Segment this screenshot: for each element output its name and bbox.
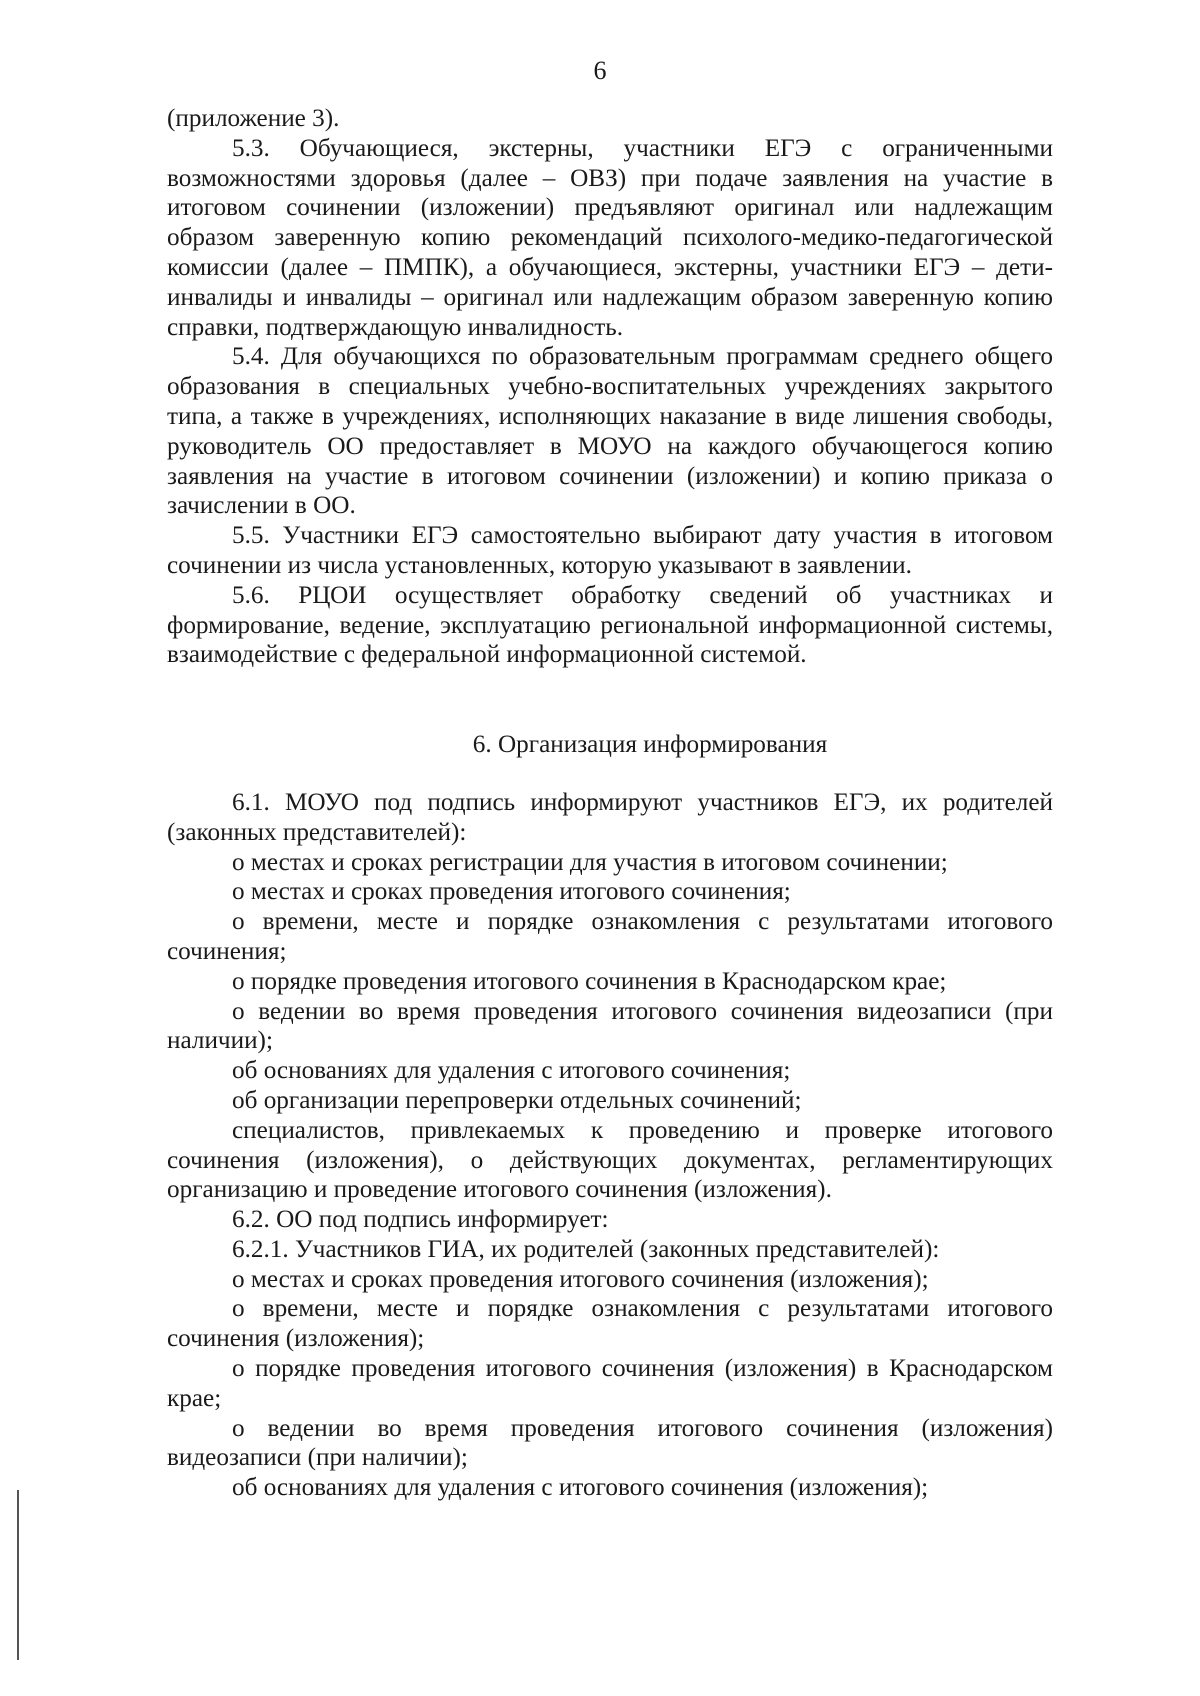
- page-number: 6: [593, 56, 607, 85]
- list-item: об основаниях для удаления с итогового сочинения (изложения);: [232, 1474, 929, 1502]
- list-item: специалистов, привлекаемых к проведению и проверке итогового сочинения (изложения), о действующих документах, регламентирующих организацию и проведение итогового сочинения (изложения).: [167, 1116, 1053, 1204]
- document-body: [167, 104, 1053, 1503]
- list-item: о местах и сроках проведения итогового сочинения;: [232, 878, 791, 906]
- paragraph-6-2-1: 6.2.1. Участников ГИА, их родителей (законных представителей):: [232, 1235, 940, 1263]
- list-item: о ведении во время проведения итогового сочинения видеозаписи (при наличии);: [167, 997, 1053, 1055]
- list-item: о времени, месте и порядке ознакомления с результатами итогового сочинения;: [167, 908, 1053, 965]
- list-item: о ведении во время проведения итогового сочинения (изложения) видеозаписи (при наличии);: [167, 1414, 1053, 1472]
- paragraph-5-3: 5.3. Обучающиеся, экстерны, участники ЕГЭ с ограниченными возможностями здоровья (далее – ОВЗ) при подаче заявления на участие в итоговом сочинении (изложении) предъявляют оригинал или надлежащим образом заверенную копию рекомендаций психолого-медико-педагогической комиссии (далее – ПМПК), а обучающиеся, экстерны, участники ЕГЭ – дети-инвалиды и инвалиды – оригинал или надлежащим образом заверенную копию справки, подтверждающую инвалидность.: [167, 134, 1053, 341]
- list-item: о местах и сроках проведения итогового сочинения (изложения);: [232, 1265, 929, 1293]
- paragraph-5-4: 5.4. Для обучающихся по образовательным программам среднего общего образования в специальных учебно-воспитательных учреждениях закрытого типа, а также в учреждениях, исполняющих наказание в виде лишения свободы, руководитель ОО предоставляет в МОУО на каждого обучающегося копию заявления на участие в итоговом сочинении (изложении) и копию приказа о зачислении в ОО.: [167, 343, 1053, 520]
- list-item: об организации перепроверки отдельных сочинений;: [232, 1086, 802, 1114]
- section-heading: 6. Организация информирования: [472, 731, 828, 759]
- paragraph-6-2: 6.2. ОО под подпись информирует:: [232, 1206, 609, 1234]
- paragraph-5-5: 5.5. Участники ЕГЭ самостоятельно выбирают дату участия в итоговом сочинении из числа установленных, которую указывают в заявлении.: [167, 522, 1053, 579]
- paragraph: (приложение 3).: [167, 105, 340, 132]
- list-item: о порядке проведения итогового сочинения в Краснодарском крае;: [232, 967, 947, 995]
- paragraph-5-6: 5.6. РЦОИ осуществляет обработку сведений об участниках и формирование, ведение, эксплуатацию региональной информационной системы, взаимодействие с федеральной информационной системой.: [167, 581, 1053, 669]
- list-item: о местах и сроках регистрации для участия в итоговом сочинении;: [232, 848, 948, 876]
- list-item: о порядке проведения итогового сочинения (изложения) в Краснодарском крае;: [167, 1355, 1053, 1412]
- list-item: об основаниях для удаления с итогового сочинения;: [232, 1057, 791, 1085]
- list-item: о времени, месте и порядке ознакомления с результатами итогового сочинения (изложения);: [167, 1295, 1053, 1353]
- scan-margin-line: [17, 1490, 19, 1660]
- paragraph-6-1: 6.1. МОУО под подпись информируют участников ЕГЭ, их родителей (законных представителей):: [167, 788, 1053, 846]
